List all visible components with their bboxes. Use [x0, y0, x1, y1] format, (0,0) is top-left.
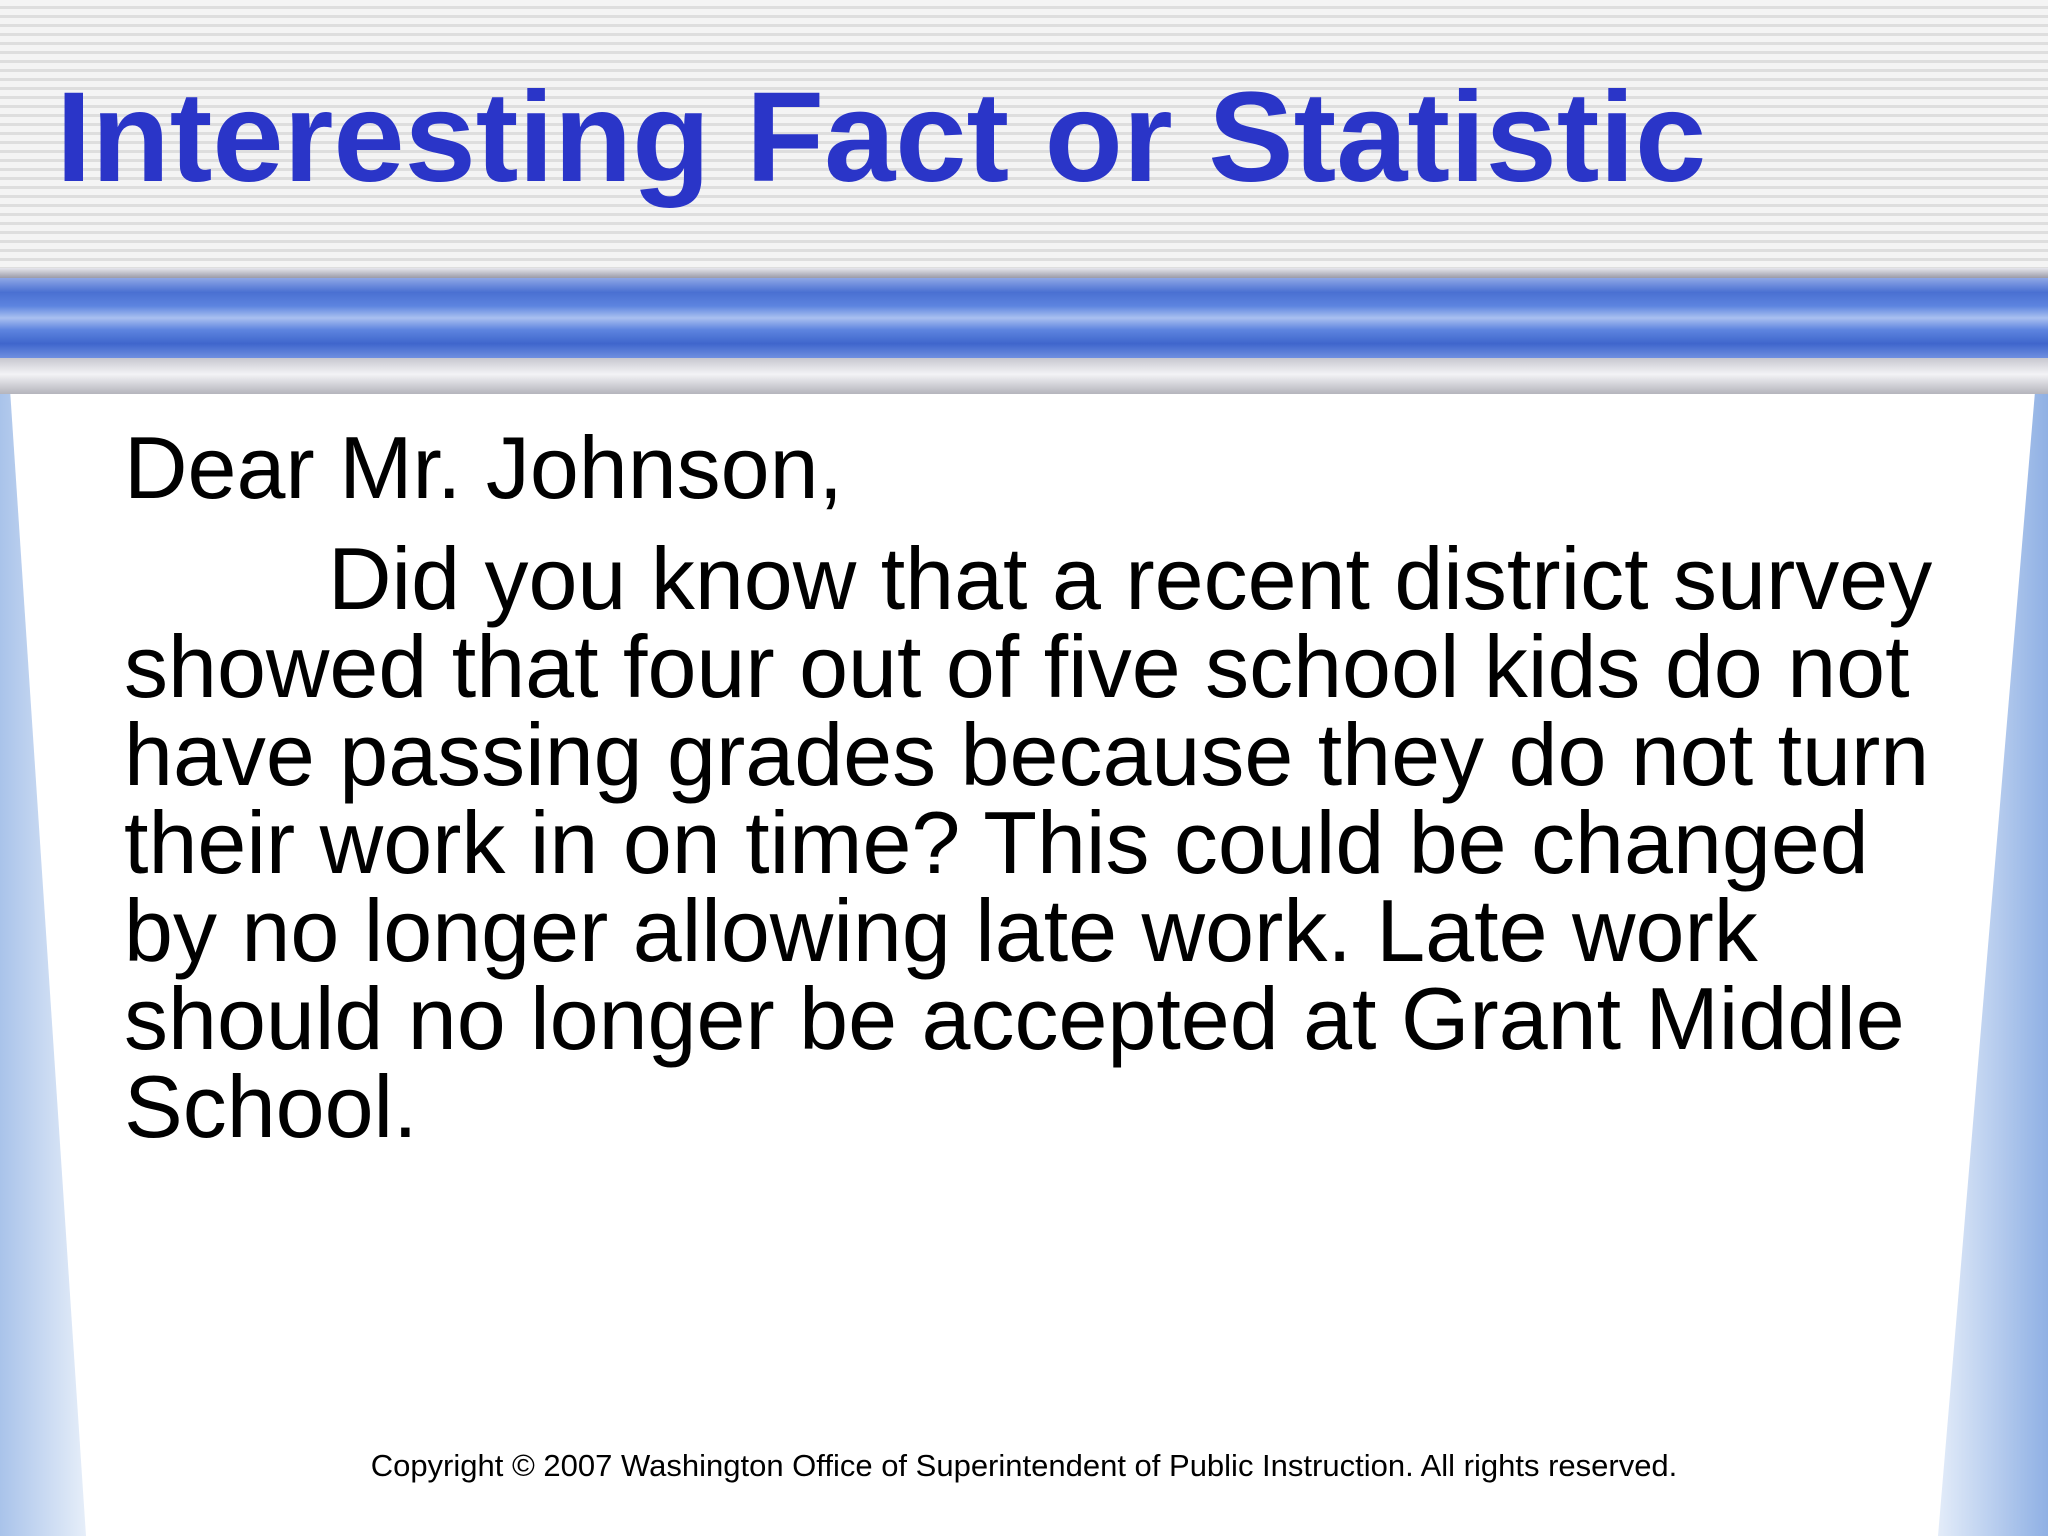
slide-header — [0, 0, 2048, 272]
letter-salutation: Dear Mr. Johnson, — [124, 418, 843, 517]
slide-title: Interesting Fact or Statistic — [56, 66, 1707, 209]
header-blue-band — [0, 278, 2048, 358]
header-divider-top — [0, 268, 2048, 278]
letter-body: Did you know that a recent district survey showed that four out of five school kids do not have passing grades because they do not turn their work in on time? This could be changed by no longer allowing late work. Late work should no longer be accepted at Grant Middle School. — [124, 529, 1933, 1156]
copyright-footer: Copyright © 2007 Washington Office of Superintendent of Public Instruction. All rights reserved. — [370, 1448, 1678, 1483]
left-decorative-panel — [0, 394, 86, 1536]
slide-body — [124, 418, 1954, 1156]
header-divider-bottom — [0, 358, 2048, 394]
right-decorative-panel — [1938, 394, 2048, 1536]
